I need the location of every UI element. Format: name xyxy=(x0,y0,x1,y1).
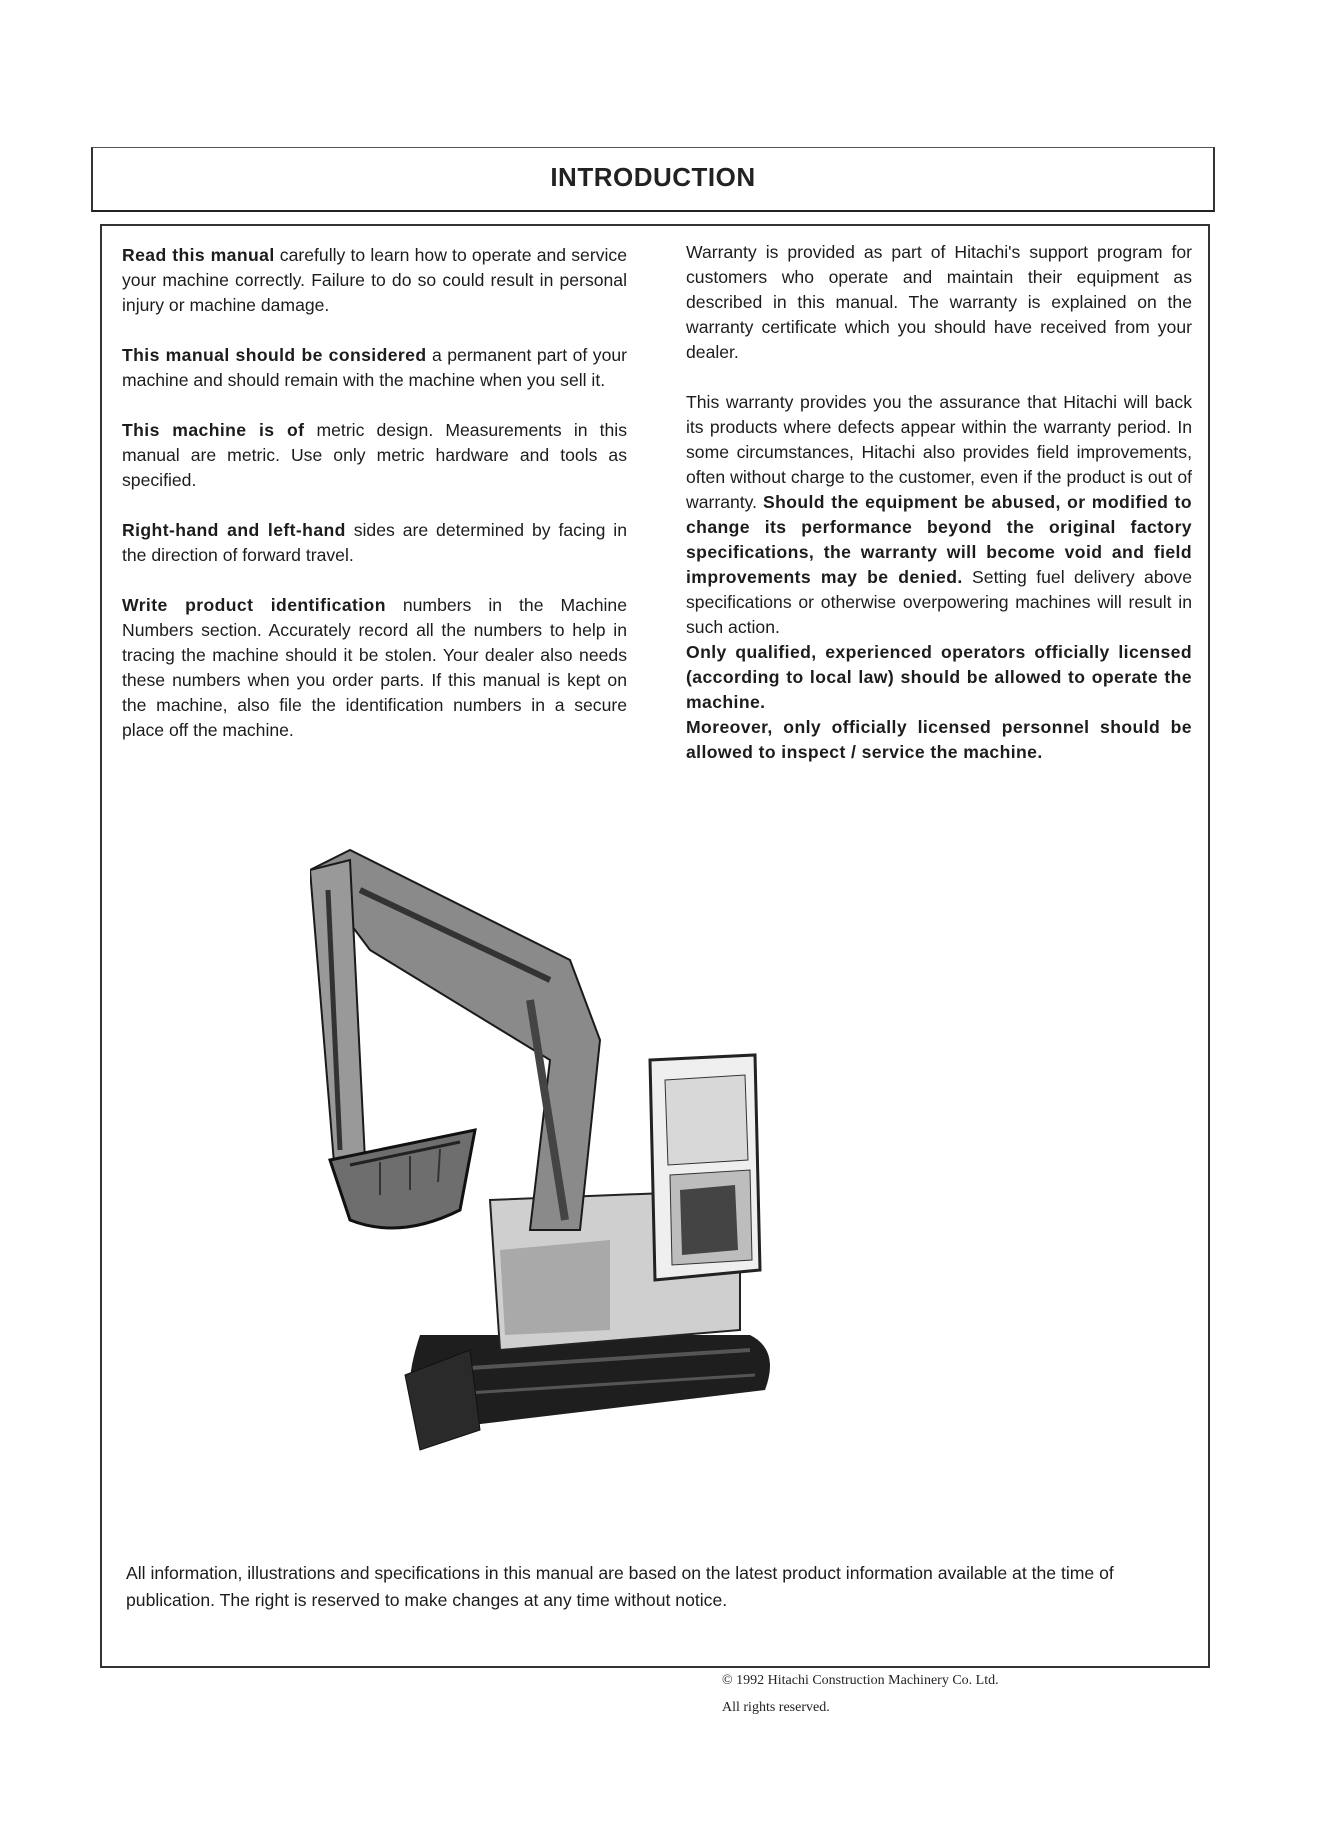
disclaimer-note: All information, illustrations and specifications in this manual are based on the latest product information available at the time of publication. The right is reserved to make changes at any time without notice. xyxy=(126,1563,1114,1610)
paragraph-qualified-operators: Only qualified, experienced operators officially licensed (according to local law) should be allowed to operate the machine. xyxy=(686,642,1192,712)
copyright-line: © 1992 Hitachi Construction Machinery Co. Ltd. xyxy=(722,1673,999,1688)
rights-reserved-line: All rights reserved. xyxy=(722,1700,830,1715)
paragraph-warranty-provided: Warranty is provided as part of Hitachi's support program for customers who operate and maintain their equipment as described in this manual. The warranty is explained on the warranty certificate which you should have received from your dealer. xyxy=(686,242,1192,362)
paragraph-permanent-part: This manual should be considered a permanent part of your machine and should remain with the machine when you sell it. xyxy=(122,345,627,390)
paragraph-right-left-hand: Right-hand and left-hand sides are determined by facing in the direction of forward travel. xyxy=(122,520,628,565)
paragraph-metric-design: This machine is of metric design. Measurements in this manual are metric. Use only metric hardware and tools as specified. xyxy=(122,420,627,490)
right-column xyxy=(686,240,1192,765)
paragraph-identification-numbers: Write product identification numbers in the Machine Numbers section. Accurately record all the numbers to help in tracing the machine should it be stolen. Your dealer also needs these numbers when you order parts. If this manual is kept on the machine, also file the identification numbers in a secure place off the machine. xyxy=(122,595,627,740)
excavator-illustration xyxy=(310,830,900,1530)
page-title: INTRODUCTION xyxy=(550,162,756,192)
paragraph-licensed-personnel: Moreover, only officially licensed personnel should be allowed to inspect / service the machine. xyxy=(686,717,1192,762)
paragraph-warranty-assurance: This warranty provides you the assurance that Hitachi will back its products where defects appear within the warranty period. In some circumstances, Hitachi also provides field improvements, often without charge to the customer, even if the product is out of warranty. Should the equipment be abused, or modified to change its performance beyond the original factory specifications, the warranty will become void and field improvements may be denied. Setting fuel delivery above specifications or otherwise overpowering machines will result in such action. xyxy=(686,392,1192,637)
header-box xyxy=(91,147,1215,212)
left-column xyxy=(122,243,627,743)
paragraph-read-manual: Read this manual carefully to learn how to operate and service your machine correctly. Failure to do so could result in personal injury or machine damage. xyxy=(122,245,627,315)
copyright-notice xyxy=(722,1667,999,1721)
